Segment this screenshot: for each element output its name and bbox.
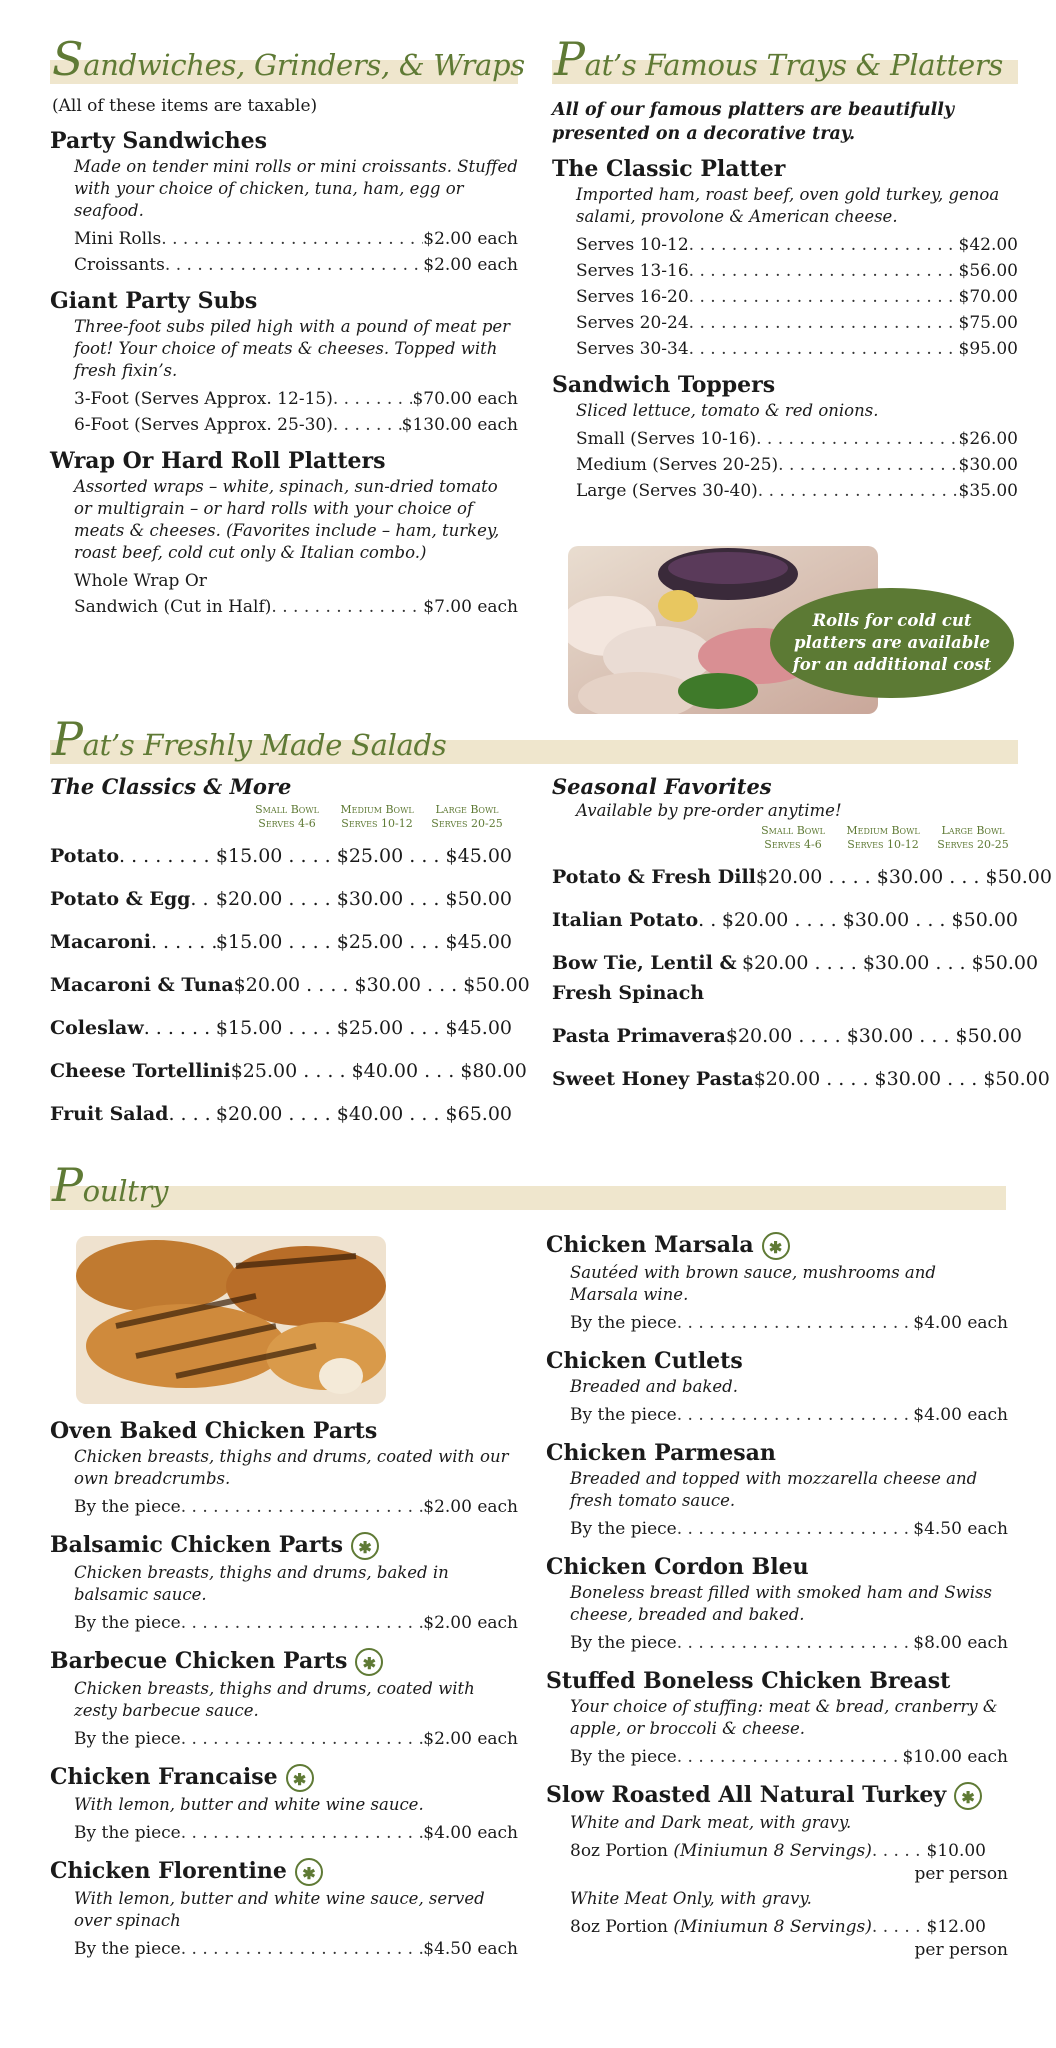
salad-name: Fruit Salad <box>50 1103 169 1125</box>
gluten-free-wheat-icon: ✱ <box>954 1782 982 1810</box>
price-row-label: By the piece <box>74 1939 181 1959</box>
leader-dots <box>181 1726 424 1752</box>
price-medium: $30.00 <box>842 909 910 931</box>
poultry-item-name: Chicken Marsala <box>546 1232 754 1258</box>
salad-prices: $20.00 . . . . $30.00 . . . $50.00 <box>721 909 1018 931</box>
price-small: $15.00 <box>215 1017 283 1039</box>
leader-dots <box>181 1936 424 1962</box>
salad-name: Coleslaw <box>50 1017 144 1039</box>
salad-prices: $25.00 . . . . $40.00 . . . $80.00 <box>230 1060 527 1082</box>
price-small: $20.00 <box>725 1025 793 1047</box>
price-large: $45.00 <box>445 931 512 953</box>
price-row-label: By the piece <box>570 1313 677 1333</box>
gluten-free-wheat-icon: ✱ <box>355 1648 383 1676</box>
poultry-item-desc: Breaded and baked. <box>570 1377 738 1396</box>
price-medium: $25.00 <box>336 931 404 953</box>
leader-dots <box>181 1610 424 1636</box>
price-row-label: Large (Serves 30-40) <box>576 481 758 501</box>
leader-dots <box>677 1310 914 1336</box>
salad-row <box>552 862 1052 892</box>
bowl-header <box>422 803 512 831</box>
price-value: $26.00 <box>958 429 1018 449</box>
leader-dots <box>165 252 423 278</box>
trays-banner <box>552 30 1018 88</box>
salad-row <box>552 948 1039 1008</box>
poultry-item-name: Chicken Francaise <box>50 1764 278 1790</box>
leader-dots <box>689 232 959 258</box>
salad-prices: $15.00 . . . . $25.00 . . . $45.00 <box>215 931 512 953</box>
price-row <box>74 568 518 594</box>
sandwiches-banner <box>50 30 525 88</box>
bowl-header <box>242 803 332 831</box>
price-value: $35.00 <box>958 481 1018 501</box>
salad-row <box>50 970 530 1000</box>
price-row <box>74 1610 518 1636</box>
poultry-item-name: Barbecue Chicken Parts <box>50 1648 348 1674</box>
price-small: $20.00 <box>753 1068 821 1090</box>
price-medium: $30.00 <box>874 1068 942 1090</box>
bowl-header <box>928 824 1018 852</box>
turkey-name: Slow Roasted All Natural Turkey <box>546 1782 947 1808</box>
menu-item-name: Sandwich Toppers <box>552 372 776 398</box>
menu-item-name: Wrap Or Hard Roll Platters <box>50 448 386 474</box>
menu-item-desc: Made on tender mini rolls or mini croissants. Stuffed with your choice of chicken, tuna, ham, egg or seafood. <box>74 157 518 220</box>
salad-row <box>50 1013 512 1043</box>
bowl-serves: Serves 20-25 <box>431 817 503 830</box>
price-large: $50.00 <box>971 952 1039 974</box>
seasonal-salads <box>552 770 1052 1107</box>
salad-name: Cheese Tortellini <box>50 1060 231 1082</box>
salad-prices: $20.00 . . . . $30.00 . . . $50.00 <box>233 974 530 996</box>
price-row-label: Serves 20-24 <box>576 313 689 333</box>
bowl-size: Small Bowl <box>761 824 825 837</box>
salad-name: Macaroni & Tuna <box>50 974 234 996</box>
salad-row <box>552 1064 1050 1094</box>
trays-lead: All of our famous platters are beautifully presented on a decorative tray. <box>552 100 955 144</box>
price-row <box>570 1310 1008 1336</box>
turkey-minimum: (Miniumun 8 Servings) <box>673 1841 872 1861</box>
salad-name: Sweet Honey Pasta <box>552 1068 754 1090</box>
price-large: $80.00 <box>460 1060 527 1082</box>
price-row <box>576 336 1018 362</box>
price-row <box>74 386 518 412</box>
price-row-label: Sandwich (Cut in Half) <box>74 597 272 617</box>
salad-row <box>50 841 512 871</box>
price-row <box>570 1630 1008 1656</box>
gluten-free-wheat-icon: ✱ <box>762 1232 790 1260</box>
leader-dots <box>756 426 958 452</box>
turkey-option-desc: White and Dark meat, with gravy. <box>570 1813 852 1832</box>
price-value: $7.00 each <box>423 597 518 617</box>
price-large: $50.00 <box>983 1068 1050 1090</box>
price-row <box>74 412 518 438</box>
poultry-item-name: Stuffed Boneless Chicken Breast <box>546 1668 951 1694</box>
poultry-banner <box>50 1156 1006 1214</box>
price-value: $2.00 each <box>423 229 518 249</box>
salad-name: Potato <box>50 845 119 867</box>
price-value: $2.00 each <box>423 1497 518 1517</box>
poultry-item <box>50 1648 518 1752</box>
price-medium: $30.00 <box>862 952 930 974</box>
price-small: $20.00 <box>215 888 283 910</box>
price-row <box>576 310 1018 336</box>
poultry-item-desc: Your choice of stuffing: meat & bread, cranberry & apple, or broccoli & cheese. <box>570 1697 998 1738</box>
turkey-option-desc: White Meat Only, with gravy. <box>570 1889 812 1908</box>
bowl-size: Large Bowl <box>941 824 1005 837</box>
bowl-size: Small Bowl <box>255 803 319 816</box>
turkey-price: $12.00 <box>926 1917 986 1937</box>
price-large: $50.00 <box>951 909 1018 931</box>
leader-dots <box>333 412 402 438</box>
leader-dots <box>689 310 959 336</box>
seasonal-heading: Seasonal Favorites <box>552 774 772 799</box>
salad-prices: $20.00 . . . . $40.00 . . . $65.00 <box>215 1103 512 1125</box>
bowl-serves: Serves 10-12 <box>341 817 413 830</box>
leader-dots <box>689 284 959 310</box>
price-value: $75.00 <box>958 313 1018 333</box>
menu-item <box>552 156 1018 362</box>
price-row-label: Small (Serves 10-16) <box>576 429 757 449</box>
bowl-serves: Serves 20-25 <box>937 838 1009 851</box>
price-row-label: Whole Wrap Or <box>74 571 207 591</box>
poultry-item <box>50 1418 518 1520</box>
price-value: $95.00 <box>958 339 1018 359</box>
leader-dots <box>778 452 958 478</box>
price-large: $45.00 <box>445 845 512 867</box>
leader-dots <box>181 1494 424 1520</box>
menu-item-desc: Three-foot subs piled high with a pound of meat per foot! Your choice of meats & cheeses. Topped with fresh fixin’s. <box>74 317 511 380</box>
price-medium: $40.00 <box>351 1060 419 1082</box>
bowl-header <box>332 803 422 831</box>
price-medium: $25.00 <box>336 1017 404 1039</box>
leader-dots <box>689 258 959 284</box>
poultry-item <box>50 1858 518 1962</box>
turkey-minimum: (Miniumun 8 Servings) <box>673 1917 872 1937</box>
price-medium: $30.00 <box>846 1025 914 1047</box>
menu-item <box>50 288 518 438</box>
leader-dots <box>872 1838 927 1864</box>
price-value: $70.00 each <box>412 389 518 409</box>
menu-item-desc: Imported ham, roast beef, oven gold turkey, genoa salami, provolone & American cheese. <box>576 185 1000 226</box>
price-row-label: Serves 13-16 <box>576 261 689 281</box>
salad-name: Pasta Primavera <box>552 1025 726 1047</box>
price-large: $50.00 <box>463 974 530 996</box>
bowl-size: Medium Bowl <box>340 803 414 816</box>
price-row-label: Serves 30-34 <box>576 339 689 359</box>
gluten-free-wheat-icon: ✱ <box>286 1764 314 1792</box>
leader-dots <box>119 841 216 871</box>
leader-dots <box>151 927 216 957</box>
salad-prices: $20.00 . . . . $30.00 . . . $50.00 <box>755 866 1052 888</box>
price-row <box>570 1516 1008 1542</box>
price-large: $45.00 <box>445 1017 512 1039</box>
poultry-item-name: Balsamic Chicken Parts <box>50 1532 344 1558</box>
price-value: $2.00 each <box>423 1729 518 1749</box>
price-row <box>570 1402 1008 1428</box>
leader-dots <box>144 1013 216 1043</box>
price-value: $2.00 each <box>423 1613 518 1633</box>
price-row <box>576 258 1018 284</box>
poultry-item-desc: With lemon, butter and white wine sauce, served over spinach <box>74 1889 485 1930</box>
turkey-item <box>546 1782 1008 1960</box>
price-row-label: Serves 16-20 <box>576 287 689 307</box>
price-value: $56.00 <box>958 261 1018 281</box>
price-small: $20.00 <box>233 974 301 996</box>
salads-banner <box>50 710 1018 768</box>
turkey-portion: 8oz Portion <box>570 1917 668 1937</box>
turkey-price: $10.00 <box>926 1841 986 1861</box>
price-row <box>570 1838 986 1864</box>
leader-dots <box>677 1402 914 1428</box>
price-value: $30.00 <box>958 455 1018 475</box>
salad-name: Bow Tie, Lentil & Fresh Spinach <box>552 952 737 1004</box>
poultry-item-name: Chicken Florentine <box>50 1858 287 1884</box>
price-large: $65.00 <box>445 1103 512 1125</box>
leader-dots <box>872 1914 927 1940</box>
price-row-label: 3-Foot (Serves Approx. 12-15) <box>74 389 333 409</box>
poultry-item-name: Chicken Parmesan <box>546 1440 776 1466</box>
salads-title: Pat’s Freshly Made Salads <box>52 712 447 766</box>
price-value: $4.00 each <box>913 1313 1008 1333</box>
taxable-note: (All of these items are taxable) <box>52 96 318 116</box>
price-row-label: Croissants <box>74 255 165 275</box>
poultry-item <box>546 1440 1008 1542</box>
bowl-size: Large Bowl <box>435 803 499 816</box>
price-value: $4.50 each <box>423 1939 518 1959</box>
gluten-free-wheat-icon: ✱ <box>295 1858 323 1886</box>
price-medium: $30.00 <box>354 974 421 996</box>
bowl-header <box>748 824 838 852</box>
menu-item <box>552 372 1018 504</box>
price-small: $15.00 <box>215 845 283 867</box>
price-row-label: By the piece <box>570 1405 677 1425</box>
menu-item-name: Party Sandwiches <box>50 128 267 154</box>
price-row <box>74 1494 518 1520</box>
sandwiches-title: Sandwiches, Grinders, & Wraps <box>52 32 525 86</box>
price-value: $8.00 each <box>913 1633 1008 1653</box>
bowl-headers-seasonal <box>552 824 1018 852</box>
price-row <box>576 284 1018 310</box>
price-large: $50.00 <box>955 1025 1022 1047</box>
salad-name: Italian Potato <box>552 909 699 931</box>
price-row <box>570 1744 1008 1770</box>
price-row-label: By the piece <box>570 1519 677 1539</box>
classics-salads <box>50 770 530 1142</box>
poultry-item <box>546 1668 1008 1770</box>
price-row <box>74 226 518 252</box>
bowl-serves: Serves 4-6 <box>764 838 822 851</box>
poultry-item-desc: With lemon, butter and white wine sauce. <box>74 1795 424 1814</box>
salad-row <box>50 927 512 957</box>
price-medium: $25.00 <box>336 845 404 867</box>
price-row <box>576 452 1018 478</box>
baked-chicken-image <box>76 1236 386 1404</box>
turkey-portion: 8oz Portion <box>570 1841 668 1861</box>
poultry-title: Poultry <box>52 1158 169 1212</box>
bowl-headers <box>50 803 512 831</box>
leader-dots <box>161 226 423 252</box>
salad-prices: $20.00 . . . . $30.00 . . . $50.00 <box>725 1025 1022 1047</box>
price-row-label: By the piece <box>570 1747 677 1767</box>
leader-dots <box>190 884 215 914</box>
price-small: $15.00 <box>215 931 283 953</box>
poultry-item-desc: Sautéed with brown sauce, mushrooms and Marsala wine. <box>570 1263 936 1304</box>
price-value: $130.00 each <box>401 415 518 435</box>
classics-heading: The Classics & More <box>50 774 292 799</box>
poultry-item-name: Chicken Cutlets <box>546 1348 743 1374</box>
salad-row <box>50 1056 527 1086</box>
price-small: $20.00 <box>215 1103 283 1125</box>
bowl-serves: Serves 10-12 <box>847 838 919 851</box>
salad-prices: $15.00 . . . . $25.00 . . . $45.00 <box>215 845 512 867</box>
price-row-label: Mini Rolls <box>74 229 162 249</box>
leader-dots <box>333 386 413 412</box>
leader-dots <box>168 1099 215 1129</box>
menu-item-name: The Classic Platter <box>552 156 786 182</box>
poultry-item <box>50 1764 518 1846</box>
price-large: $50.00 <box>445 888 512 910</box>
price-row <box>74 594 518 620</box>
menu-item-desc: Sliced lettuce, tomato & red onions. <box>576 401 879 420</box>
leader-dots <box>181 1820 424 1846</box>
salad-prices: $20.00 . . . . $30.00 . . . $50.00 <box>753 1068 1050 1090</box>
price-row-label: By the piece <box>74 1823 181 1843</box>
price-row <box>576 232 1018 258</box>
price-small: $20.00 <box>721 909 789 931</box>
price-value: $42.00 <box>958 235 1018 255</box>
leader-dots <box>271 594 423 620</box>
rolls-note-oval: Rolls for cold cut platters are available for an additional cost <box>770 588 1014 698</box>
price-row-label: By the piece <box>74 1729 181 1749</box>
price-value: $70.00 <box>958 287 1018 307</box>
price-row-label: Serves 10-12 <box>576 235 689 255</box>
price-row <box>576 426 1018 452</box>
poultry-item-name: Chicken Cordon Bleu <box>546 1554 809 1580</box>
poultry-item-desc: Boneless breast filled with smoked ham and Swiss cheese, breaded and baked. <box>570 1583 992 1624</box>
bowl-size: Medium Bowl <box>846 824 920 837</box>
salad-name: Macaroni <box>50 931 151 953</box>
leader-dots <box>698 905 722 935</box>
salad-name: Potato & Egg <box>50 888 191 910</box>
price-value: $4.00 each <box>423 1823 518 1843</box>
price-value: $10.00 each <box>902 1747 1008 1767</box>
menu-item-name: Giant Party Subs <box>50 288 258 314</box>
poultry-item <box>546 1348 1008 1428</box>
bowl-header <box>838 824 928 852</box>
trays-title: Pat’s Famous Trays & Platters <box>554 32 1004 86</box>
price-row <box>570 1914 986 1940</box>
menu-item-desc: Assorted wraps – white, spinach, sun-dried tomato or multigrain – or hard rolls with your choice of meats & cheeses. (Favorites include – ham, turkey, roast beef, cold cut only & Italian combo.) <box>74 477 500 562</box>
salad-prices: $15.00 . . . . $25.00 . . . $45.00 <box>215 1017 512 1039</box>
menu-item <box>50 128 518 278</box>
leader-dots <box>677 1744 903 1770</box>
price-row-label: By the piece <box>74 1497 181 1517</box>
price-small: $25.00 <box>230 1060 298 1082</box>
price-small: $20.00 <box>742 952 809 974</box>
leader-dots <box>758 478 959 504</box>
per-person: per person <box>914 1864 1008 1884</box>
salad-row <box>50 884 512 914</box>
price-row <box>74 1726 518 1752</box>
seasonal-sub: Available by pre-order anytime! <box>576 801 842 820</box>
price-row-label: By the piece <box>570 1633 677 1653</box>
salad-prices: $20.00 . . . . $30.00 . . . $50.00 <box>215 888 512 910</box>
salad-row <box>552 1021 1022 1051</box>
price-medium: $40.00 <box>336 1103 404 1125</box>
poultry-item-name: Oven Baked Chicken Parts <box>50 1418 378 1444</box>
price-row <box>74 1820 518 1846</box>
poultry-item-desc: Breaded and topped with mozzarella cheese and fresh tomato sauce. <box>570 1469 978 1510</box>
salad-name: Potato & Fresh Dill <box>552 866 756 888</box>
menu-item <box>50 448 518 620</box>
leader-dots <box>677 1630 914 1656</box>
price-large: $50.00 <box>985 866 1052 888</box>
poultry-item-desc: Chicken breasts, thighs and drums, coated with our own breadcrumbs. <box>74 1447 509 1488</box>
price-medium: $30.00 <box>336 888 404 910</box>
poultry-item <box>546 1232 1008 1336</box>
poultry-item <box>50 1532 518 1636</box>
salads-banner-wrap <box>50 710 1018 768</box>
price-row <box>576 478 1018 504</box>
poultry-right-column <box>546 1224 1008 1964</box>
gluten-free-wheat-icon: ✱ <box>351 1532 379 1560</box>
price-row-label: 6-Foot (Serves Approx. 25-30) <box>74 415 333 435</box>
price-row-label: Medium (Serves 20-25) <box>576 455 779 475</box>
poultry-item-desc: Chicken breasts, thighs and drums, baked in balsamic sauce. <box>74 1563 449 1604</box>
poultry-left-column <box>50 1410 518 1974</box>
poultry-item <box>546 1554 1008 1656</box>
price-value: $4.50 each <box>913 1519 1008 1539</box>
per-person: per person <box>914 1940 1008 1960</box>
poultry-banner-wrap <box>50 1156 1006 1214</box>
price-row <box>74 252 518 278</box>
price-row <box>74 1936 518 1962</box>
price-value: $4.00 each <box>913 1405 1008 1425</box>
price-value: $2.00 each <box>423 255 518 275</box>
trays-section <box>552 30 1018 514</box>
salad-prices: $20.00 . . . . $30.00 . . . $50.00 <box>742 952 1039 974</box>
bowl-serves: Serves 4-6 <box>258 817 316 830</box>
salad-row <box>50 1099 512 1129</box>
poultry-item-desc: Chicken breasts, thighs and drums, coated with zesty barbecue sauce. <box>74 1679 475 1720</box>
price-small: $20.00 <box>755 866 823 888</box>
leader-dots <box>677 1516 914 1542</box>
leader-dots <box>689 336 959 362</box>
sandwiches-section <box>50 30 525 630</box>
price-medium: $30.00 <box>876 866 944 888</box>
salad-row <box>552 905 1018 935</box>
price-row-label: By the piece <box>74 1613 181 1633</box>
